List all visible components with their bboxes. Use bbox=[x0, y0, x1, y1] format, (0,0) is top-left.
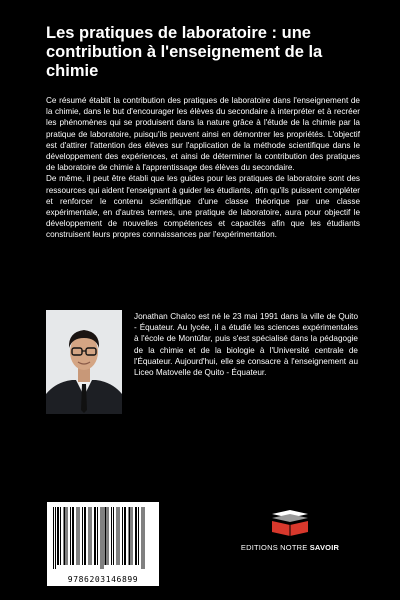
author-photo bbox=[46, 310, 122, 414]
publisher-name bbox=[230, 543, 350, 552]
abstract-paragraph: Ce résumé établit la contribution des pratiques de laboratoire dans l'enseignement de la chimie, dans le but d'encourager les élèves du secondaire à interpréter et à recréer les phénomènes qui se produisent dans la nature grâce à l'étude de la chimie par la pratique de laboratoire, puisqu'ils peuvent ainsi en démontrer les propriétés. L'objectif est d'attirer l'attention des élèves sur l'application de la méthode scientifique dans le développement des expériences, et ainsi de déterminer la contribution des pratiques de laboratoire de chimie à l'apprentissage des élèves du secondaire. bbox=[46, 96, 360, 173]
isbn-number: 9786203146899 bbox=[67, 575, 139, 584]
open-book-stack-icon bbox=[268, 508, 312, 536]
barcode bbox=[47, 502, 159, 586]
author-portrait-image bbox=[46, 310, 122, 414]
author-bio: Jonathan Chalco est né le 23 mai 1991 dans la ville de Quito - Équateur. Au lycée, il a étudié les sciences expérimentales à l'école de Montúfar, puis s'est spécialisé dans la pédagogie de la chimie et de la biologie à l'Université centrale de l'Équateur. Aujourd'hui, elle se consacre à l'enseignement au Liceo Matovelle de Quito - Équateur. bbox=[134, 312, 358, 378]
book-abstract bbox=[46, 95, 360, 241]
publisher-name-prefix: EDITIONS NOTRE bbox=[240, 543, 310, 552]
publisher-logo bbox=[230, 508, 350, 552]
publisher-name-strong: SAVOIR bbox=[309, 543, 340, 552]
book-title: Les pratiques de laboratoire : une contribution à l'enseignement de la chimie bbox=[46, 24, 323, 80]
abstract-paragraph: De même, il peut être établi que les guides pour les pratiques de laboratoire sont des ressources qui aident l'enseignant à guider les étudiants, afin qu'ils puissent compléter et renforcer le contenu scientifique d'une classe théorique par une classe expérimentale, en d'autres termes, une pratique de laboratoire, aura pour objectif le développement de nouvelles compétences et capacités afin que les étudiants construisent leurs propres connaissances par l'expérimentation. bbox=[46, 174, 360, 240]
barcode-bars bbox=[47, 502, 159, 572]
